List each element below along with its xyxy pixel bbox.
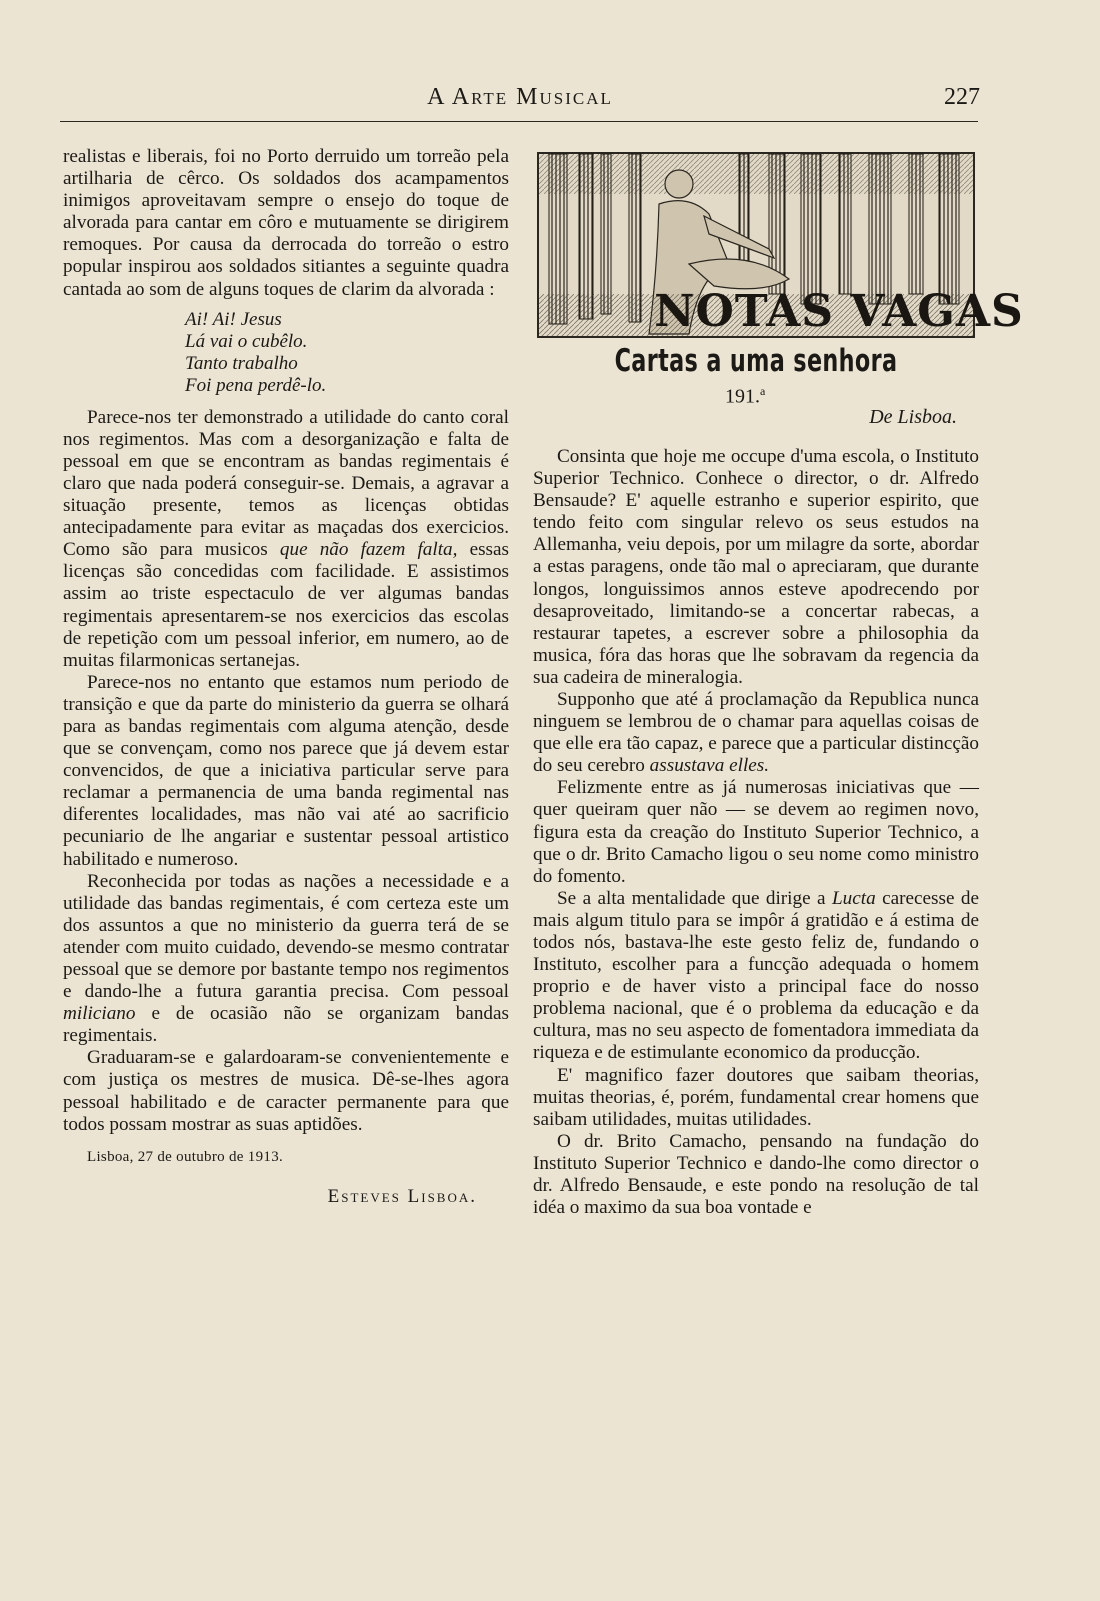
right-column xyxy=(533,146,1024,1219)
forest-engraving-illustration xyxy=(539,154,1024,337)
verse-line: Tanto trabalho xyxy=(185,352,298,374)
paragraph xyxy=(63,407,509,672)
italic-text: que não fazem falta, xyxy=(279,539,458,561)
paragraph xyxy=(533,888,979,1065)
letter-number xyxy=(725,380,979,408)
dateline: Lisboa, 27 de outubro de 1913. xyxy=(87,1148,284,1165)
verse-line: Ai! Ai! Jesus xyxy=(185,308,282,330)
italic-text: Lucta xyxy=(831,887,876,909)
author-signature: Esteves Lisboa. xyxy=(327,1185,477,1207)
paragraph: Parece-nos no entanto que estamos num periodo de transição e que da parte do ministerio da guerra se olhará para as bandas regimentais com alguma atenção, desde que se convençam, como nos parece que já devem estar convencidos, de que a iniciativa particular serve para reclamar a permanencia de uma banda regimental nas diferentes localidades, mas não vai até ao sacrificio pecuniario de lhe angariar e sustentar pessoal artistico habilitado e numeroso. xyxy=(63,671,509,870)
letter-place: De Lisboa. xyxy=(869,405,957,428)
section-heading: Cartas a uma senhora xyxy=(614,343,898,379)
text-run: e de ocasião não se organizam bandas regimentais. xyxy=(63,1003,509,1047)
paragraph: Consinta que hoje me occupe d'uma escola, o Instituto Superior Technico. Conhece o director, o dr. Alfredo Bensaude? E' aquelle estranho e superior espirito, que tendo feito com singular relevo os seus estudos na Allemanha, veiu depois, por um milagre da sorte, abordar a estas paragens, onde tão mal o apreciaram, que durante longos, longuissimos annos esteve apodrecendo por desaproveitado, limitando-se a concertar rabecas, a restaurar tapetes, a escrever sobre a philosophia da musica, fóra das horas que lhe sobravam da regencia da sua cadeira de mineralogia. xyxy=(533,445,979,688)
text-run: Reconhecida por todas as nações a necessidade e a utilidade das bandas regimentais, é com certeza este um dos assuntos a que no ministerio da guerra terá de se atender com muito cuidado, devendo-se mesmo contratar pessoal que se demore por bastante tempo nos regimentos e dando-lhe a futura garantia precisa. Com pessoal xyxy=(63,870,509,1003)
paragraph: Graduaram-se e galardoaram-se convenientemente e com justiça os mestres de musica. Dê-se-lhes agora pessoal habilitado e de caracter permanente para que todos possam mostrar as suas aptidões. xyxy=(63,1047,509,1135)
engraving-caption: NOTAS VAGAS xyxy=(654,286,1024,337)
paragraph: O dr. Brito Camacho, pensando na fundação do Instituto Superior Technico e dando-lhe como director o dr. Alfredo Bensaude, e este pondo na resolução de tal idéa o maximo da sua boa vontade e xyxy=(533,1130,979,1219)
verse-line: Foi pena perdê-lo. xyxy=(185,374,327,396)
paragraph xyxy=(63,871,509,1048)
italic-text: miliciano xyxy=(63,1003,136,1025)
left-column xyxy=(63,146,509,1208)
letter-number-value: 191. xyxy=(725,385,760,408)
section-engraving xyxy=(537,152,1024,338)
text-run: Parece-nos ter demonstrado a utilidade do canto coral nos regimentos. Mas com a desorganização e falta de pessoal em que se encontram as bandas regimentais é claro que nada poderá conseguir-se. Demais, a agravar a situação presente, temos as licenças obtidas antecipadamente para evitar as maçadas dos exercicios. Como são para musicos xyxy=(63,406,509,561)
paragraph: E' magnifico fazer doutores que saibam theorias, muitas theorias, é, porém, fundamental crear homens que saibam utilidades, muitas utilidades. xyxy=(533,1064,979,1130)
paragraph xyxy=(533,689,979,777)
verse-quatrain xyxy=(185,309,509,397)
italic-text: assustava elles. xyxy=(649,755,770,777)
text-run: Se a alta mentalidade que dirige a xyxy=(557,887,826,909)
paragraph: Felizmente entre as já numerosas iniciativas que — quer queiram quer não — se devem ao regimen novo, figura esta da creação do Instituto Superior Technico, a que o dr. Brito Camacho ligou o seu nome como ministro do fomento. xyxy=(533,777,979,887)
letter-number-ordinal: a xyxy=(760,384,766,399)
verse-line: Lá vai o cubêlo. xyxy=(185,330,308,352)
header-rule xyxy=(60,121,978,122)
page-number: 227 xyxy=(944,84,980,110)
journal-title: A Arte Musical xyxy=(427,84,613,110)
text-run: Supponho que até á proclamação da Republica nunca ninguem se lembrou de o chamar para aquellas coisas de que elle era tão capaz, e parece que a particular distincção do seu cerebro xyxy=(533,688,979,777)
text-run: carecesse de mais algum titulo para se impôr á gratidão e á estima de todos nós, bastava-lhe este gesto feliz de, fundando o Instituto, escolher para a funcção adequada o homem proprio e de haver visto a principal face do nosso problema nacional, que é o problema da educação e da cultura, mas no seu aspecto de fomentadora immediata da riqueza e de estimulante economico da producção. xyxy=(533,887,980,1064)
paragraph: realistas e liberais, foi no Porto derruido um torreão pela artilharia de cêrco. Os soldados dos acampamentos inimigos aproveitavam sempre o ensejo do toque de alvorada para cantar em côro e mutuamente se dirigirem remoques. Por causa da derrocada do torreão o estro popular inspirou aos soldados sitiantes a seguinte quadra cantada ao som de alguns toques de clarim da alvorada : xyxy=(63,146,509,300)
text-run: essas licenças são concedidas com facilidade. E assistimos assim ao triste espectaculo de ver algumas bandas regimentais apresentarem-se nos exercicios das escolas de repetição com um pessoal inferior, em numero, ao de muitas filarmonicas sertanejas. xyxy=(63,539,510,671)
running-head xyxy=(60,80,980,120)
